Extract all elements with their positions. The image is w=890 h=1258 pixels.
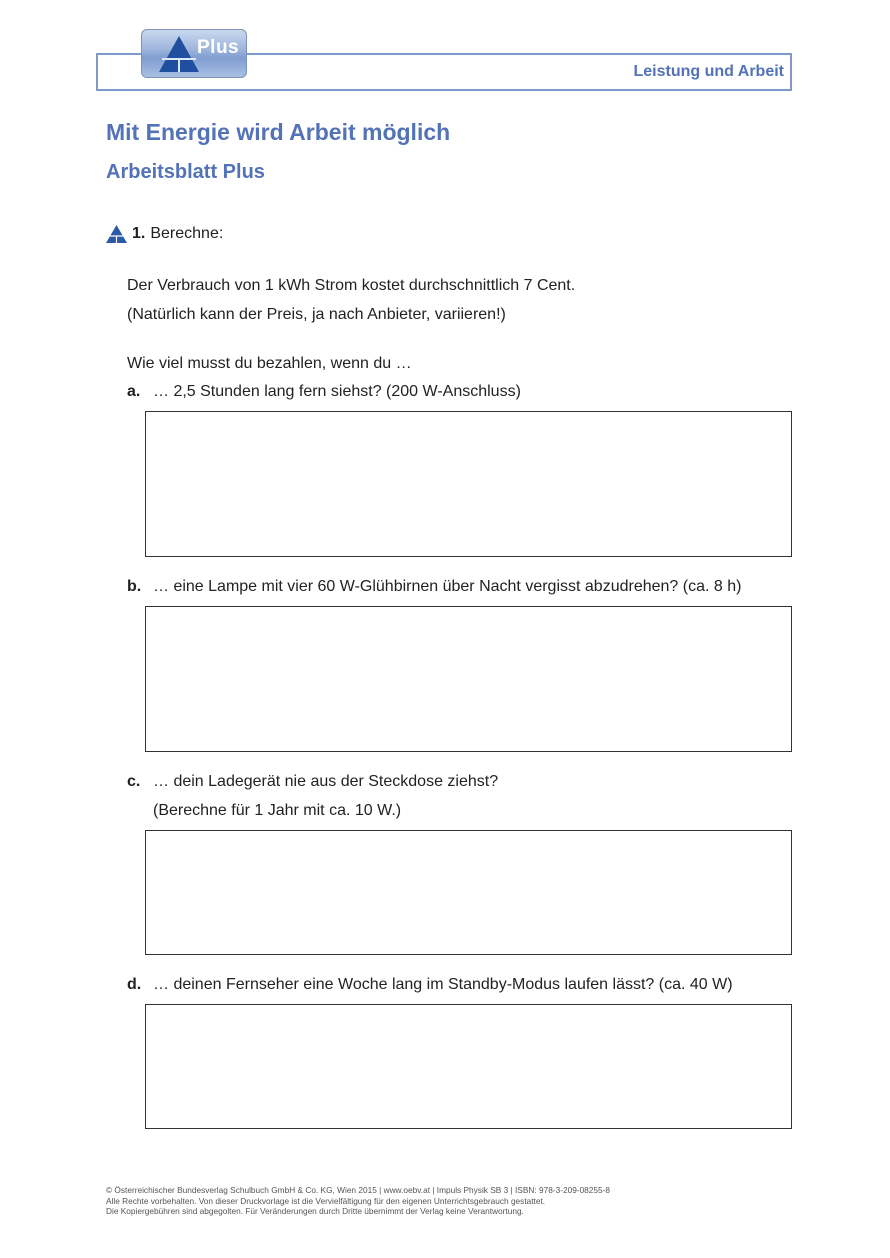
- question-c-subtext: (Berechne für 1 Jahr mit ca. 10 W.): [153, 802, 402, 819]
- question-letter: a.: [127, 383, 141, 400]
- question-text: … dein Ladegerät nie aus der Steckdose ziehst?: [153, 773, 499, 790]
- footer-line: Alle Rechte vorbehalten. Von dieser Druckvorlage ist die Vervielfältigung für den eigenen Unterrichtsgebrauch gestattet.: [106, 1195, 546, 1206]
- question-letter: b.: [127, 578, 142, 595]
- section-label: Leistung und Arbeit: [633, 63, 784, 80]
- plus-logo: [141, 29, 247, 78]
- answer-box-b[interactable]: [145, 606, 792, 752]
- footer-line: Die Kopiergebühren sind abgegolten. Für Veränderungen durch Dritte übernimmt der Verlag keine Verantwortung.: [106, 1206, 524, 1216]
- question-lead: Wie viel musst du bezahlen, wenn du …: [127, 355, 412, 372]
- question-c: [127, 773, 498, 791]
- copyright-footer: [106, 1185, 610, 1217]
- question-d: [127, 976, 733, 994]
- question-letter: d.: [127, 976, 142, 993]
- question-letter: c.: [127, 773, 141, 790]
- intro-line-1: Der Verbrauch von 1 kWh Strom kostet durchschnittlich 7 Cent.: [127, 277, 576, 294]
- page-title: Mit Energie wird Arbeit möglich: [106, 119, 451, 145]
- question-a: [127, 383, 521, 401]
- page-subtitle: Arbeitsblatt Plus: [106, 161, 265, 183]
- answer-box-c[interactable]: [145, 830, 792, 955]
- answer-box-d[interactable]: [145, 1004, 792, 1129]
- intro-line-2: (Natürlich kann der Preis, ja nach Anbieter, variieren!): [127, 306, 506, 323]
- question-text: … eine Lampe mit vier 60 W-Glühbirnen über Nacht vergisst abzudrehen? (ca. 8 h): [153, 578, 742, 595]
- logo-text: Plus: [197, 37, 240, 58]
- task-number: 1.: [132, 225, 146, 242]
- pyramid-icon: [158, 35, 200, 73]
- footer-line: © Österreichischer Bundesverlag Schulbuch GmbH & Co. KG, Wien 2015 | www.oebv.at | Impuls Physik SB 3 | ISBN: 978-3-209-08255-8: [106, 1185, 611, 1195]
- question-text: … 2,5 Stunden lang fern siehst? (200 W-Anschluss): [153, 383, 521, 400]
- task-heading: [106, 225, 223, 243]
- task-label: Berechne:: [150, 225, 224, 242]
- question-b: [127, 578, 741, 596]
- pyramid-icon: [106, 225, 127, 243]
- answer-box-a[interactable]: [145, 411, 792, 557]
- question-text: … deinen Fernseher eine Woche lang im Standby-Modus laufen lässt? (ca. 40 W): [153, 976, 733, 993]
